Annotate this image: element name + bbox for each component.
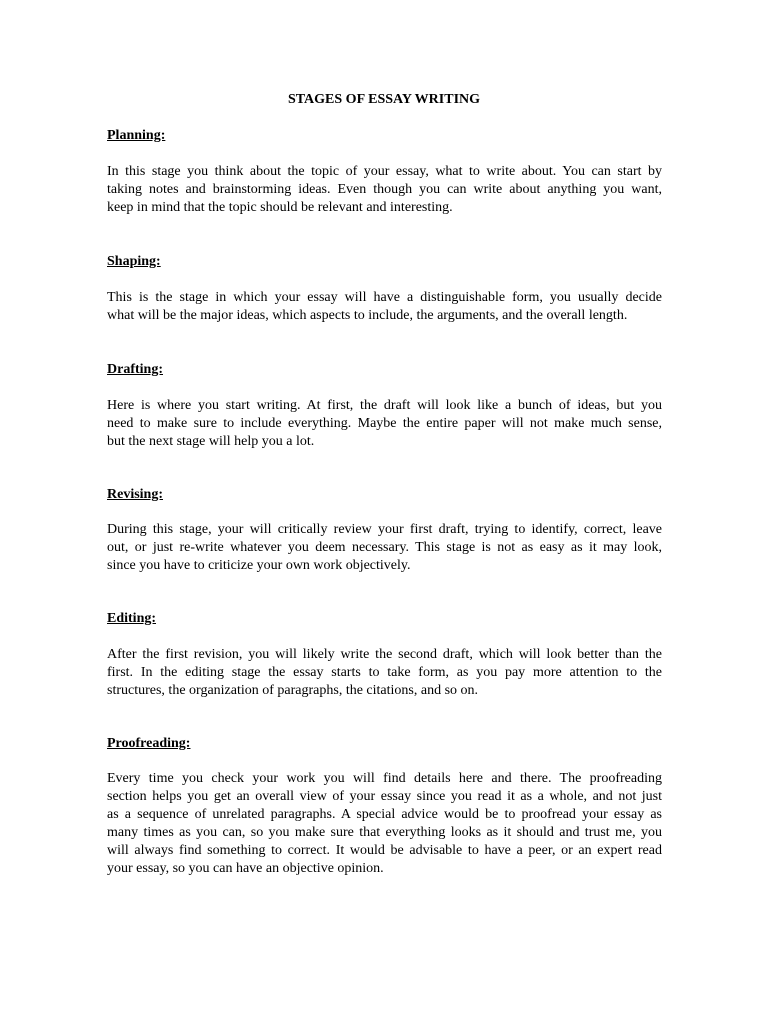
body-line: section helps you get an overall view of your essay since you read it as a whole, and not just [107, 789, 662, 804]
body-line: first. In the editing stage the essay starts to take form, as you pay more attention to the [107, 665, 662, 680]
section-revising [107, 486, 662, 573]
body-line: structures, the organization of paragraphs, the citations, and so on. [107, 683, 479, 698]
body-line: need to make sure to include everything. Maybe the entire paper will not make much sense, [107, 416, 662, 431]
body-line: Every time you check your work you will find details here and there. The proofreading [107, 771, 662, 786]
body-line: since you have to criticize your own work objectively. [107, 558, 411, 573]
section-heading: Drafting: [107, 362, 163, 377]
section-heading: Proofreading: [107, 736, 191, 751]
body-line: what will be the major ideas, which aspects to include, the arguments, and the overall length. [107, 308, 628, 323]
body-line: keep in mind that the topic should be relevant and interesting. [107, 200, 453, 215]
body-line: many times as you can, so you make sure that everything looks as it should and trust me, you [107, 825, 662, 840]
body-line: During this stage, your will critically review your first draft, trying to identify, correct, leave [107, 522, 662, 537]
section-planning [107, 127, 662, 215]
body-line: After the first revision, you will likely write the second draft, which will look better than the [107, 647, 662, 662]
section-editing [107, 610, 662, 698]
section-body [107, 289, 662, 325]
body-line: will always find something to correct. It would be advisable to have a peer, or an expert read [107, 843, 662, 858]
body-line: This is the stage in which your essay will have a distinguishable form, you usually decide [107, 290, 662, 305]
body-line: but the next stage will help you a lot. [107, 434, 315, 449]
body-line: out, or just re-write whatever you deem necessary. This stage is not as easy as it may look, [107, 540, 662, 555]
body-line: taking notes and brainstorming ideas. Even though you can write about anything you want, [107, 182, 662, 197]
section-heading: Editing: [107, 611, 157, 626]
section-heading: Planning: [107, 128, 166, 143]
section-body [107, 163, 662, 217]
section-body [107, 770, 662, 878]
body-line: In this stage you think about the topic of your essay, what to write about. You can start by [107, 164, 662, 179]
section-body [107, 397, 662, 451]
document-title: STAGES OF ESSAY WRITING [287, 92, 481, 107]
section-drafting [107, 361, 662, 449]
body-line: as a sequence of unrelated paragraphs. A special advice would be to proofread your essay as [107, 807, 662, 822]
section-shaping [107, 253, 662, 323]
section-heading: Revising: [107, 487, 163, 502]
section-proofreading [107, 735, 662, 876]
body-line: Here is where you start writing. At first, the draft will look like a bunch of ideas, but you [107, 398, 662, 413]
section-body [107, 646, 662, 700]
body-line: your essay, so you can have an objective opinion. [107, 861, 384, 876]
section-heading: Shaping: [107, 254, 161, 269]
section-body [107, 521, 662, 575]
